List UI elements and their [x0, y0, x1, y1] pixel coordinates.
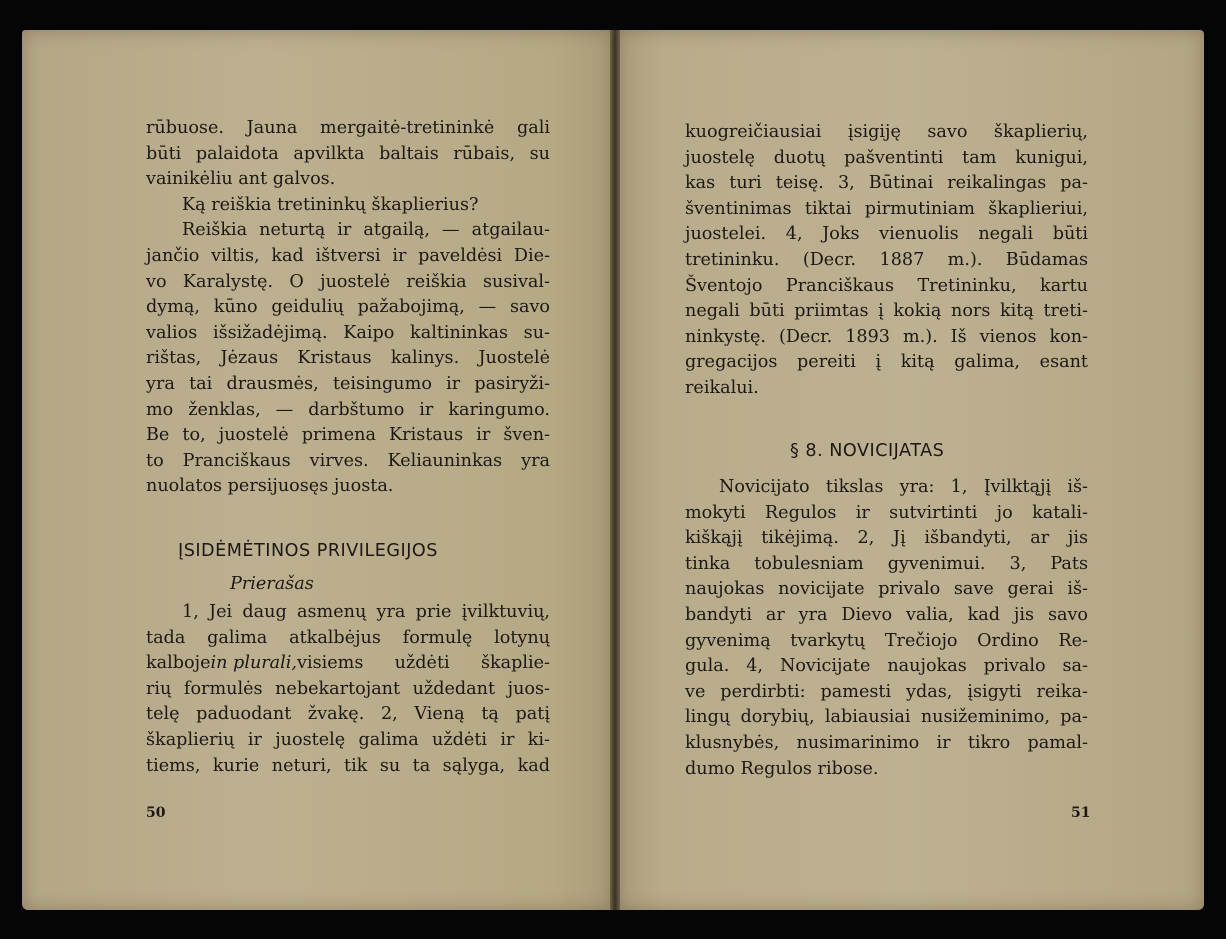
text-line: būti palaidota apvilkta baltais rūbais, su — [146, 143, 550, 164]
text-line: gregacijos pereiti į kitą galima, esant — [685, 352, 1088, 373]
text-line: tiems, kurie neturi, tik su ta sąlyga, kad — [146, 755, 550, 776]
text-line: dymą, kūno geidulių pažabojimą, — savo — [146, 297, 550, 318]
text-line: reikalui. — [685, 377, 759, 398]
text-line: kuogreičiausiai įsigiję savo škaplierių, — [685, 122, 1088, 142]
text-line: vo Karalystę. O juostelė reiškia susival- — [146, 271, 550, 292]
text-line: naujokas novicijate privalo save gerai iš- — [685, 579, 1088, 600]
text-line: yra tai drausmės, teisingumo ir pasiryži- — [146, 373, 550, 394]
text-line: to Pranciškaus virves. Keliauninkas yra — [146, 450, 550, 471]
text-line: vainikėliu ant galvos. — [146, 169, 336, 190]
text-span: kalboje — [146, 653, 211, 674]
book-gutter — [610, 30, 620, 910]
left-privileges-paragraph — [146, 600, 550, 779]
text-line: ve perdirbti: pamesti ydas, įsigyti reika- — [685, 681, 1088, 702]
text-line: šventinimas tiktai pirmutiniam škaplieriui, — [685, 198, 1088, 219]
section-heading-novicijatas: § 8. NOVICIJATAS — [790, 441, 945, 461]
subheading-prierasas: Prierašas — [230, 574, 314, 594]
text-line: negali būti priimtas į kokią nors kitą treti- — [685, 301, 1088, 322]
text-line: tada galima atkalbėjus formulę lotynų — [146, 627, 550, 648]
text-line: tretininku. (Decr. 1887 m.). Būdamas — [685, 249, 1088, 270]
right-top-paragraph — [685, 120, 1088, 402]
text-line: gula. 4, Novicijate naujokas privalo sa- — [685, 656, 1088, 677]
italic-phrase: in plurali, — [210, 653, 298, 674]
text-line: telę paduodant žvakę. 2, Vieną tą patį — [146, 704, 550, 725]
text-line: lingų dorybių, labiausiai nusižeminimo, pa- — [685, 707, 1088, 728]
text-line: 1, Jei daug asmenų yra prie įvilktuvių, — [182, 602, 550, 622]
text-line: bandyti ar yra Dievo valia, kad jis savo — [685, 604, 1088, 625]
text-line: nuolatos persijuosęs juosta. — [146, 476, 394, 497]
text-line: ninkystę. (Decr. 1893 m.). Iš vienos kon- — [685, 326, 1088, 347]
text-line — [146, 651, 550, 677]
text-span: visiems uždėti škaplie- — [297, 653, 550, 674]
text-line: gyvenimą tvarkytų Trečiojo Ordino Re- — [685, 630, 1088, 651]
left-top-paragraph — [146, 116, 550, 500]
text-line: rių formulės nebekartojant uždedant juos- — [146, 678, 550, 699]
section-heading-privileges: ĮSIDĖMĖTINOS PRIVILEGIJOS — [178, 541, 438, 561]
text-line: jančio viltis, kad ištversi ir paveldėsi Die- — [146, 245, 550, 266]
question-line: Ką reiškia tretininkų škaplierius? — [182, 194, 479, 215]
text-line: škaplierių ir juostelę galima uždėti ir ki- — [146, 729, 550, 750]
text-line: Šventojo Pranciškaus Tretininku, kartu — [685, 275, 1088, 296]
text-line: dumo Regulos ribose. — [685, 758, 879, 779]
text-line: valios išsižadėjimą. Kaipo kaltininkas su- — [146, 322, 550, 343]
page-number-right: 51 — [1071, 805, 1091, 821]
text-line: Novicijato tikslas yra: 1, Įvilktąjį iš- — [719, 477, 1088, 497]
text-line: rištas, Jėzaus Kristaus kalinys. Juostelė — [146, 348, 550, 369]
text-line: mokyti Regulos ir sutvirtinti jo katali- — [685, 502, 1088, 523]
page-number-left: 50 — [146, 805, 166, 821]
text-line: Reiškia neturtą ir atgailą, — atgailau- — [182, 220, 550, 241]
text-line: juostelę duotų pašventinti tam kunigui, — [685, 147, 1088, 168]
text-line: rūbuose. Jauna mergaitė-tretininkė gali — [146, 118, 550, 138]
text-line: kiškąjį tikėjimą. 2, Jį išbandyti, ar jis — [685, 528, 1088, 549]
text-line: Be to, juostelė primena Kristaus ir šven- — [146, 425, 550, 446]
right-novitiate-paragraph — [685, 475, 1088, 782]
text-line: juostelei. 4, Joks vienuolis negali būti — [685, 224, 1088, 245]
text-line: kas turi teisę. 3, Būtinai reikalingas pa- — [685, 173, 1088, 194]
text-line: klusnybės, nusimarinimo ir tikro pamal- — [685, 732, 1088, 753]
text-line: tinka tobulesniam gyvenimui. 3, Pats — [685, 553, 1088, 574]
text-line: mo ženklas, — darbštumo ir karingumo. — [146, 399, 550, 420]
